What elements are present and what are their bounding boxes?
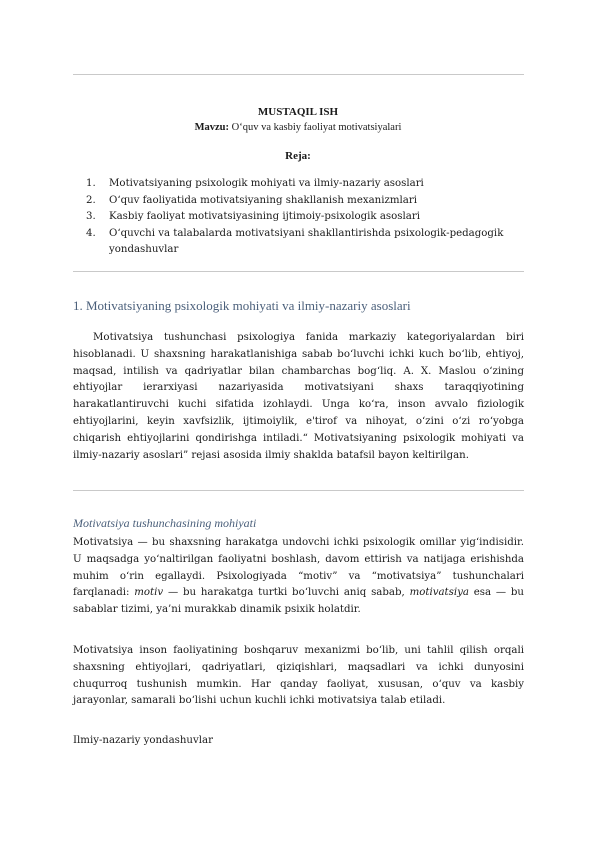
subsection-title: Ilmiy-nazariy yondashuvlar	[73, 735, 213, 746]
document-title: MUSTAQIL ISH	[257, 106, 339, 118]
plan-list	[86, 176, 506, 259]
plan-item	[86, 193, 506, 210]
section-divider	[73, 271, 524, 272]
plan-item-text: O‘quvchi va talabalarda motivatsiyani shakllantirishda psixologik-pedagogik yondashuvlar	[109, 227, 504, 255]
plan-item-text: O‘quv faoliyatida motivatsiyaning shakllanish mexanizmlari	[109, 194, 417, 206]
plan-item-text: Kasbiy faoliyat motivatsiyasining ijtimoiy-psixologik asoslari	[109, 211, 420, 222]
term-motiv: motiv	[134, 587, 164, 599]
body-paragraph: Motivatsiya inson faoliyatining boshqaruv mexanizmi bo‘lib, uni tahlil qilish orqali shaxsning ehtiyojlari, qadriyatlari, qiziqishlari, maqsadlari va ichki dunyosini chuqurroq tushunish mumkin. Har qanday faoliyat, xususan, o‘quv va kasbiy jarayonlar, samarali bo‘lishi uchun kuchli ichki motivatsiya talab etiladi.	[73, 645, 524, 707]
plan-item-number: 3.	[86, 211, 96, 222]
text-run: esa — bu sabablar tizimi, ya’ni murakkab dinamik psixik holatdir.	[73, 587, 524, 616]
definition-paragraph	[73, 535, 524, 619]
subsection-heading: Motivatsiya tushunchasining mohiyati	[73, 516, 257, 530]
plan-item-number: 2.	[86, 194, 96, 206]
subject-line	[0, 122, 596, 133]
subject-label: Mavzu:	[194, 122, 230, 133]
plan-item	[86, 176, 506, 193]
top-divider	[73, 74, 524, 75]
plan-item	[86, 226, 506, 259]
subject-text: O‘quv va kasbiy faoliyat motivatsiyalari	[229, 122, 402, 133]
text-run: Motivatsiya — bu shaxsning harakatga undovchi ichki psixologik omillar yig‘indisidir. U maqsadga yo‘naltirilgan faoliyatni boshlash, davom ettirish va natijaga erishishda muhim o‘rin egallaydi. Psixologiyada “motiv” va “motivatsiya” tushunchalari farqlanadi:	[73, 537, 524, 599]
term-motivatsiya: motivatsiya	[409, 587, 469, 599]
section-heading: 1. Motivatsiyaning psixologik mohiyati va ilmiy-nazariy asoslari	[73, 298, 411, 313]
section-paragraph: Motivatsiya tushunchasi psixologiya fanida markaziy kategoriyalardan biri hisoblanadi. U shaxsning harakatlanishiga sabab bo‘luvchi ichki kuch bo‘lib, ehtiyoj, maqsad, intilish va qadriyatlar bilan chambarchas bog‘liq. A. X. Maslou o‘zining ehtiyojlar ierarxiyasi nazariyasida motivatsiyani shaxs taraqqiyotining harakatlantiruvchi kuchi sifatida izohlaydi. Unga ko‘ra, inson avvalo fiziologik ehtiyojlarini, keyin xavfsizlik, ijtimoiylik, e'tirof va nihoyat, o‘zini o‘zi ro‘yobga chiqarish ehtiyojlarini qondirishga intiladi.“ Motivatsiyaning psixologik mohiyati va ilmiy-nazariy asoslari” rejasi asosida ilmiy shaklda batafsil bayon keltirilgan.	[73, 332, 524, 461]
plan-label: Reja:	[285, 150, 311, 162]
plan-item-text: Motivatsiyaning psixologik mohiyati va ilmiy-nazariy asoslari	[109, 178, 424, 189]
plan-item-number: 1.	[86, 178, 96, 189]
text-run: — bu harakatga turtki bo‘luvchi aniq sabab,	[163, 587, 410, 599]
plan-item	[86, 209, 506, 226]
plan-item-number: 4.	[86, 227, 96, 239]
section-divider	[73, 490, 524, 491]
